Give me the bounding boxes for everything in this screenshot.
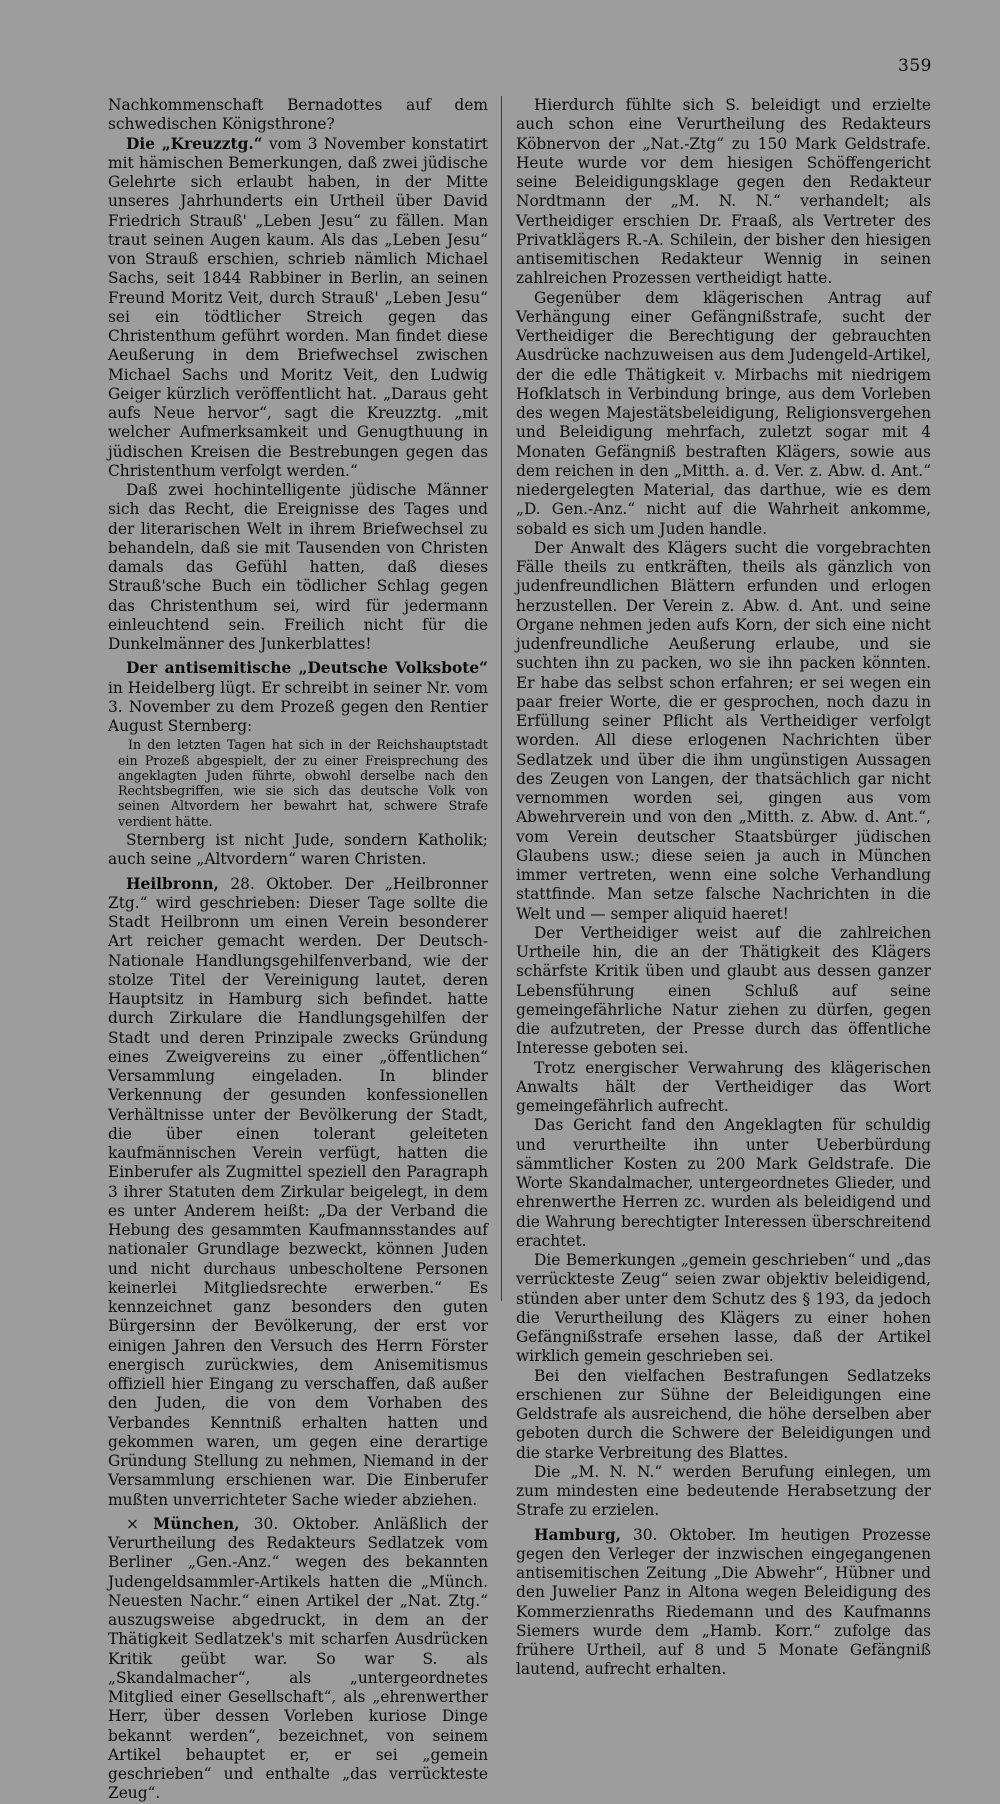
- article-kreuzzeitung: [108, 135, 488, 482]
- article-heading: Der antisemitische „Deutsche Volksbote“: [126, 659, 488, 678]
- paragraph: Trotz energischer Verwahrung des klägerischen Anwalts hält der Vertheidiger das Wort gemeingefährlich aufrecht.: [516, 1058, 931, 1115]
- page-number: 359: [898, 56, 932, 76]
- paragraph: Sternberg ist nicht Jude, sondern Katholik; auch seine „Altvordern“ waren Christen.: [108, 831, 488, 869]
- article-heading: Heilbronn,: [126, 874, 219, 893]
- paragraph: Hierdurch fühlte sich S. beleidigt und erzielte auch schon eine Verurtheilung des Redakteurs Köbnervon der „Nat.-Ztg“ zu 150 Mark Geldstrafe. Heute wurde vor dem hiesigen Schöffengericht seine Beleidigungsklage gegen den Redakteur Nordtmann der „M. N. N.“ verhandelt; als Vertheidiger erschien Dr. Fraaß, als Vertreter des Privatklägers R.-A. Schilein, der bisher den hiesigen antisemitischen Redakteur Wennig in seinen zahlreichen Prozessen vertheidigt hatte.: [516, 96, 931, 288]
- paragraph: Die Bemerkungen „gemein geschrieben“ und „das verrückteste Zeug“ seien zwar objektiv beleidigend, stünden aber unter dem Schutz des § 193, da jedoch die Verurtheilung des Klägers zu einer hohen Gefängnißstrafe ersehen lasse, daß der Artikel wirklich gemein geschrieben sei.: [516, 1251, 931, 1366]
- right-column: [516, 96, 931, 1680]
- block-quote: In den letzten Tagen hat sich in der Reichshauptstadt ein Prozeß abgespielt, der zu einer Freisprechung des angeklagten Juden führte, obwohl derselbe nach den Rechtsbegriffen, wie sie sich das deutsche Volk von seinen Altvordern her bewahrt hat, schwere Strafe verdient hätte.: [118, 737, 488, 829]
- article-body: in Heidelberg lügt. Er schreibt in seiner Nr. vom 3. November zu dem Prozeß gegen den Rentier August Sternberg:: [108, 678, 488, 735]
- article-heilbronn: [108, 875, 488, 1510]
- paragraph: Nachkommenschaft Bernadottes auf dem schwedischen Königsthrone?: [108, 96, 488, 134]
- paragraph: Das Gericht fand den Angeklagten für schuldig und verurtheilte ihn unter Ueberbürdung sämmtlicher Kosten zu 200 Mark Geldstrafe. Die Worte Skandalmacher, untergeordnetes Glieder, und ehrenwerthe Herren zc. wurden als beleidigend und die Wahrung berechtigter Interessen überschreitend erachtet.: [516, 1116, 931, 1250]
- cross-mark: ×: [126, 1514, 139, 1533]
- article-heading: München,: [153, 1514, 240, 1533]
- article-body: 28. Oktober. Der „Heilbronner Ztg.“ wird geschrieben: Dieser Tage sollte die Stadt Heilbronn um einen Verein besonderer Art reicher gemacht werden. Der Deutsch-Nationale Handlungsgehilfenverband, wie der stolze Titel der Vereinigung lautet, deren Hauptsitz in Hamburg sich befindet. hatte durch Zirkulare die Handlungsgehilfen der Stadt und deren Prinzipale zwecks Gründung eines Zweigvereins zu einer „öffentlichen“ Versammlung eingeladen. In blinder Verkennung der gesunden konfessionellen Verhältnisse unter der Bevölkerung der Stadt, die über einen tolerant geleiteten kaufmännischen Verein verfügt, hatten die Einberufer als Zugmittel speziell den Paragraph 3 ihrer Statuten dem Zirkular beigelegt, in dem es unter Anderem heißt: „Da der Verband die Hebung des gesammten Kaufmannsstandes auf nationaler Grundlage bezweckt, können Juden und nicht durchaus unbescholtene Personen keinerlei Mitgliedsrechte erwerben.“ Es kennzeichnet ganz besonders den guten Bürgersinn der Bevölkerung, der erst vor einigen Jahren den Versuch des Herrn Förster energisch zurückwies, dem Anisemitismus offiziell hier Eingang zu verschaffen, daß außer den Juden, die von dem Vorhaben des Verbandes Kenntniß erhalten hatten und gekommen waren, um gegen eine derartige Gründung Stellung zu nehmen, Niemand in der Versammlung erschienen war. Die Einberufer mußten unverrichteter Sache wieder abziehen.: [108, 874, 488, 1509]
- column-divider: [501, 96, 502, 1301]
- paragraph: Die „M. N. N.“ werden Berufung einlegen, um zum mindesten eine bedeutende Herabsetzung der Strafe zu erzielen.: [516, 1462, 931, 1520]
- article-hamburg: [516, 1526, 931, 1680]
- article-heading: Hamburg,: [534, 1525, 621, 1544]
- article-body: 30. Oktober. Im heutigen Prozesse gegen den Verleger der inzwischen eingegangenen antisemitischen Zeitung „Die Abwehr“, Hübner und den Juwelier Panz in Altona wegen Beleidigung des Kommerzienraths Riedemann und des Kaufmanns Siemers wurde dem „Hamb. Korr.“ zufolge das frühere Urtheil, auf 8 und 5 Monate Gefängniß lautend, aufrecht erhalten.: [516, 1525, 931, 1679]
- paragraph: Gegenüber dem klägerischen Antrag auf Verhängung einer Gefängnißstrafe, sucht der Vertheidiger die Berechtigung der gebrauchten Ausdrücke nachzuweisen aus dem Judengeld-Artikel, der die edle Thätigkeit v. Mirbachs mit niedrigem Hofklatsch in Verbindung bringe, aus dem Vorleben des wegen Majestätsbeleidigung, Religionsvergehen und Beleidigung mehrfach, zuletzt sogar mit 4 Monaten Gefängniß bestraften Klägers, sowie aus dem reichen in den „Mitth. a. d. Ver. z. Abw. d. Ant.“ niedergelegten Material, das darthue, wie es dem „D. Gen.-Anz.“ nicht auf die Wahrheit ankomme, sobald es sich um Juden handle.: [516, 288, 931, 538]
- paragraph: Daß zwei hochintelligente jüdische Männer sich das Recht, die Ereignisse des Tages und der literarischen Welt in ihrem Briefwechsel zu behandeln, daß sie mit Tausenden von Christen damals das Gefühl hatten, daß dieses Strauß'sche Buch ein tödlicher Schlag gegen das Christenthum sei, wird für jedermann einleuchtend sein. Freilich nicht für die Dunkelmänner des Junkerblattes!: [108, 481, 488, 653]
- paragraph: Der Anwalt des Klägers sucht die vorgebrachten Fälle theils zu entkräften, theils als gänzlich von judenfreundlichen Blättern erfunden und erlogen herzustellen. Der Verein z. Abw. d. Ant. und seine Organe nehmen jeden aufs Korn, der sich eine nicht judenfreundliche Aeußerung erlaube, und sie suchten ihn zu packen, wo sie ihn packen könnten. Er habe das selbst schon erfahren; er sei wegen ein paar freier Worte, die er gesprochen, noch dazu in Erfüllung seiner Pflicht als Vertheidiger verfolgt worden. All diese erlogenen Nachrichten über Sedlatzek und über die ihm ungünstigen Aussagen des Zeugen von Langen, der thatsächlich gar nicht vernommen worden sei, gingen aus vom Abwehrverein und von den „Mitth. z. Abw. d. Ant.“, vom Verein deutscher Staatsbürger jüdischen Glaubens usw.; diese seien ja auch in München immer vertreten, wenn eine solche Verhandlung stattfinde. Man setze falsche Nachrichten in die Welt und — semper aliquid haeret!: [516, 538, 931, 923]
- left-column: [108, 96, 488, 1804]
- paragraph: Der Vertheidiger weist auf die zahlreichen Urtheile hin, die an der Thätigkeit des Klägers schärfste Kritik üben und glaubt aus dessen ganzer Lebensführung einen Schluß auf seine gemeingefährliche Natur ziehen zu dürfen, gegen die aufzutreten, der Presse durch das öffentliche Interesse geboten sei.: [516, 923, 931, 1058]
- article-volksbote: [108, 659, 488, 736]
- paragraph: Bei den vielfachen Bestrafungen Sedlatzeks erschienen zur Sühne der Beleidigungen eine Geldstrafe als ausreichend, die höhe derselben aber geboten durch die Schwere der Beleidigungen und die starke Verbreitung des Blattes.: [516, 1366, 931, 1462]
- article-body: vom 3 November konstatirt mit hämischen Bemerkungen, daß zwei jüdische Gelehrte sich erlaubt haben, in der Mitte unseres Jahrhunderts ein Urtheil über David Friedrich Strauß' „Leben Jesu“ zu fällen. Man traut seinen Augen kaum. Als das „Leben Jesu“ von Strauß erschien, schrieb nämlich Michael Sachs, seit 1844 Rabbiner in Berlin, an seinen Freund Moritz Veit, durch Strauß' „Leben Jesu“ sei ein tödtlicher Streich gegen das Christenthum geführt worden. Man findet diese Aeußerung in dem Briefwechsel zwischen Michael Sachs und Moritz Veit, den Ludwig Geiger kürzlich veröffentlicht hat. „Daraus geht aufs Neue hervor“, sagt die Kreuzztg. „mit welcher Aufmerksamkeit und Genugthuung in jüdischen Kreisen die Bestrebungen gegen das Christenthum verfolgt werden.“: [108, 134, 488, 480]
- article-body: 30. Oktober. Anläßlich der Verurtheilung des Redakteurs Sedlatzek vom Berliner „Gen.-Anz.“ wegen des bekannten Judengeldsammler-Artikels hatten die „Münch. Neuesten Nachr.“ einen Artikel der „Nat. Ztg.“ auszugsweise abgedruckt, in dem an der Thätigkeit Sedlatzek's mit scharfen Ausdrücken Kritik geübt war. So war S. als „Skandalmacher“, als „untergeordnetes Mitglied einer Gesellschaft“, als „ehrenwerther Herr, über dessen Vorleben kuriose Dinge bekannt werden“, bezeichnet, von seinem Artikel behauptet er, er sei „gemein geschrieben“ und enthalte „das verrückteste Zeug“.: [108, 1514, 488, 1803]
- article-muenchen: [108, 1515, 488, 1804]
- article-heading: Die „Kreuzztg.“: [126, 134, 263, 153]
